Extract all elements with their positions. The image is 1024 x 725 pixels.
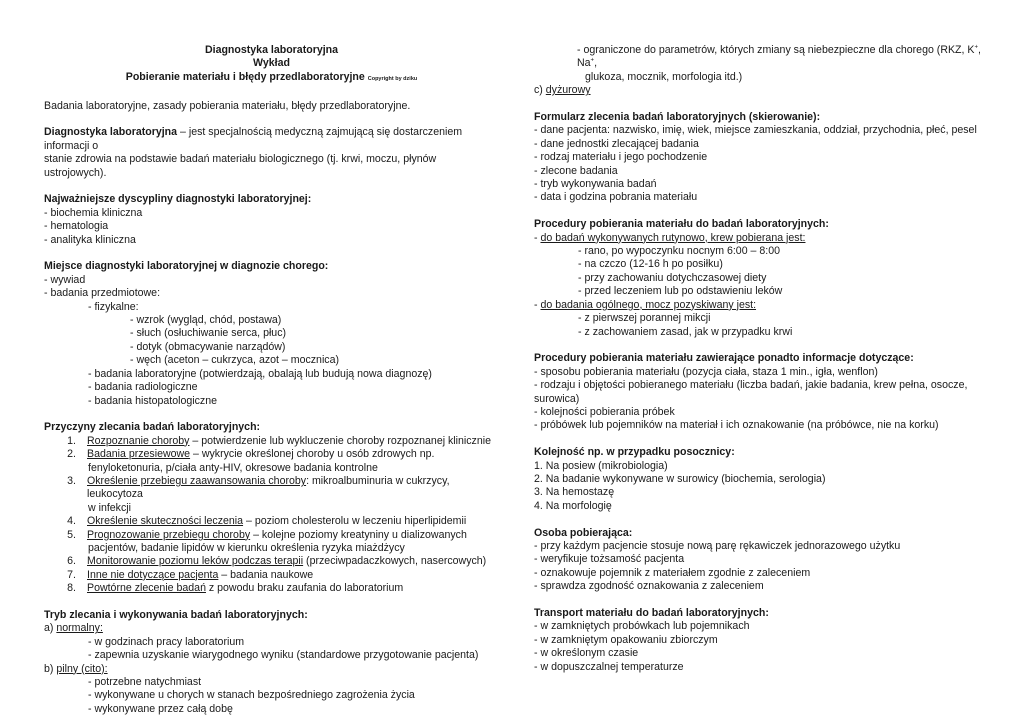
- list-item: - wywiad: [44, 273, 86, 286]
- procedures-heading: Procedury pobierania materiału do badań laboratoryjnych:: [534, 218, 829, 231]
- reason-continuation: pacjentów, badanie lipidów w kierunku określenia ryzyka miażdżycy: [88, 541, 405, 554]
- reason-rest: : mikroalbuminuria w cukrzycy, leukocytoza: [87, 474, 450, 501]
- reason-rest: z powodu braku zaufania do laboratorium: [205, 582, 404, 595]
- copyright-note: Copyright by dziku: [367, 75, 418, 82]
- list-item: - weryfikuje tożsamość pacjenta: [534, 553, 685, 566]
- doc-subtitle: Wykład: [253, 57, 290, 70]
- reason-text: [87, 448, 499, 461]
- form-heading: Formularz zlecenia badań laboratoryjnych (skierowanie):: [534, 111, 821, 124]
- definition: Diagnostyka laboratoryjna – jest specjalnością medyczną zajmującą się dostarczeniem informacji o: [44, 126, 463, 152]
- info-heading: Procedury pobierania materiału zawierające ponadto informacje dotyczące:: [534, 352, 914, 365]
- place-heading: Miejsce diagnostyki laboratoryjnej w diagnozie chorego:: [44, 260, 329, 273]
- list-item: - kolejności pobierania próbek: [534, 405, 675, 418]
- reasons-heading: Przyczyny zlecania badań laboratoryjnych:: [44, 421, 261, 434]
- list-item: - badania histopatologiczne: [88, 394, 217, 407]
- list-item: - badania przedmiotowe:: [44, 287, 161, 300]
- mode-normal: a) normalny:: [44, 622, 103, 635]
- list-item: 2. Na badanie wykonywane w surowicy (biochemia, serologia): [534, 472, 826, 485]
- reason-keyword: Rozpoznanie choroby: [87, 434, 190, 447]
- list-item: - biochemia kliniczna: [44, 206, 143, 219]
- list-item: - tryb wykonywania badań: [534, 178, 657, 191]
- right-column: [534, 44, 986, 674]
- proc-blood: - do badań wykonywanych rutynowo, krew pobierana jest:: [534, 231, 806, 244]
- reason-text: [87, 515, 499, 528]
- reason-item: [44, 529, 499, 542]
- list-item: - rodzaj materiału i jego pochodzenie: [534, 151, 708, 164]
- list-item: - dane jednostki zlecającej badania: [534, 137, 699, 150]
- reason-text: [87, 582, 499, 595]
- reason-text: [87, 569, 499, 582]
- list-item: - fizykalne:: [88, 300, 139, 313]
- list-item: - wykonywane u chorych w stanach bezpośredniego zagrożenia życia: [88, 689, 415, 702]
- list-item: - analityka kliniczna: [44, 233, 136, 246]
- list-item: - w godzinach pracy laboratorium: [88, 635, 245, 648]
- list-item: 1. Na posiew (mikrobiologia): [534, 459, 668, 472]
- reason-item: [44, 569, 499, 582]
- reason-continuation: fenyloketonuria, p/ciała anty-HIV, okresowe badania kontrolne: [88, 461, 378, 474]
- reason-rest: (przeciwpadaczkowych, nasercowych): [303, 555, 487, 568]
- reason-keyword: Badania przesiewowe: [87, 448, 191, 461]
- list-item: - rodzaju i objętości pobieranego materiału (liczba badań, jakie badania, krew pełna, osocze,: [534, 379, 968, 392]
- person-heading: Osoba pobierająca:: [534, 526, 633, 539]
- list-item: - słuch (osłuchiwanie serca, płuc): [130, 327, 287, 340]
- list-item: - dane pacjenta: nazwisko, imię, wiek, miejsce zamieszkania, oddział, przychodnia, płeć, pesel: [534, 124, 977, 137]
- reason-item: [44, 448, 499, 461]
- reason-rest: – poziom cholesterolu w leczeniu hiperlipidemii: [243, 515, 467, 528]
- reason-number: 3.: [67, 474, 76, 487]
- mode-duty: c) dyżurowy: [534, 84, 591, 97]
- reason-item: [44, 475, 499, 502]
- reason-number: 4.: [67, 515, 76, 528]
- list-item: - z zachowaniem zasad, jak w przypadku krwi: [578, 325, 793, 338]
- order-heading: Kolejność np. w przypadku posocznicy:: [534, 446, 735, 459]
- list-item: - węch (aceton – cukrzyca, azot – mocznica): [130, 354, 340, 367]
- list-item: - oznakowuje pojemnik z materiałem zgodnie z zaleceniem: [534, 566, 811, 579]
- reason-text: [87, 435, 499, 448]
- list-item: - zlecone badania: [534, 164, 618, 177]
- list-item: - z pierwszej porannej mikcji: [578, 312, 711, 325]
- list-item: - w zamkniętych probówkach lub pojemnikach: [534, 620, 750, 633]
- list-item: - sposobu pobierania materiału (pozycja ciała, staza 1 min., igła, wenflon): [534, 365, 878, 378]
- reason-keyword: Określenie skuteczności leczenia: [87, 515, 244, 528]
- reason-rest: – wykrycie określonej choroby u osób zdrowych np.: [190, 448, 435, 461]
- proc-urine: - do badania ogólnego, mocz pozyskiwany jest:: [534, 298, 757, 311]
- mode-urgent: b) pilny (cito):: [44, 662, 108, 675]
- reason-item: [44, 515, 499, 528]
- reason-keyword: Określenie przebiegu zaawansowania choroby: [87, 474, 307, 487]
- reason-continuation: w infekcji: [88, 501, 131, 514]
- list-item: - przy każdym pacjencie stosuje nową parę rękawiczek jednorazowego użytku: [534, 539, 901, 552]
- list-item: - hematologia: [44, 220, 109, 233]
- list-item: - rano, po wypoczynku nocnym 6:00 – 8:00: [578, 245, 780, 258]
- intro-line: Badania laboratoryjne, zasady pobierania materiału, błędy przedlaboratoryjne.: [44, 99, 411, 112]
- reason-text: [87, 529, 499, 542]
- list-item: - wzrok (wygląd, chód, postawa): [130, 314, 282, 327]
- list-item: surowica): [534, 392, 580, 405]
- list-item: - dotyk (obmacywanie narządów): [130, 340, 286, 353]
- list-item: - w określonym czasie: [534, 647, 639, 660]
- reason-keyword: Monitorowanie poziomu leków podczas terapii: [87, 555, 304, 568]
- doc-topic: Pobieranie materiału i błędy przedlaboratoryjne Copyright by dziku: [125, 70, 418, 83]
- cito-cont-line: - ograniczone do parametrów, których zmiany są niebezpieczne dla chorego (RKZ, K+, Na+,: [577, 44, 981, 70]
- reason-text: [87, 475, 499, 502]
- list-item: 3. Na hemostazę: [534, 486, 615, 499]
- list-item: - badania laboratoryjne (potwierdzają, obalają lub budują nowa diagnozę): [88, 367, 432, 380]
- mode-heading: Tryb zlecania i wykonywania badań laboratoryjnych:: [44, 608, 308, 621]
- list-item: - na czczo (12-16 h po posiłku): [578, 258, 723, 271]
- reason-keyword: Prognozowanie przebiegu choroby: [87, 528, 251, 541]
- list-item: - zapewnia uzyskanie wiarygodnego wyniku (standardowe przygotowanie pacjenta): [88, 649, 479, 662]
- reason-text: [87, 555, 499, 568]
- cito-cont-line2: glukoza, mocznik, morfologia itd.): [585, 70, 743, 83]
- reason-number: 8.: [67, 582, 76, 595]
- reason-rest: – kolejne poziomy kreatyniny u dializowanych: [250, 528, 467, 541]
- disciplines-heading: Najważniejsze dyscypliny diagnostyki laboratoryjnej:: [44, 193, 312, 206]
- reason-item: [44, 555, 499, 568]
- reason-keyword: Inne nie dotyczące pacjenta: [87, 568, 219, 581]
- reasons-list: [44, 435, 499, 596]
- reason-number: 2.: [67, 448, 76, 461]
- reason-number: 1.: [67, 434, 76, 447]
- list-item: - w dopuszczalnej temperaturze: [534, 660, 684, 673]
- reason-number: 5.: [67, 528, 76, 541]
- doc-title: Diagnostyka laboratoryjna: [204, 44, 339, 56]
- reason-rest: – badania naukowe: [218, 568, 314, 581]
- list-item: - wykonywane przez całą dobę: [88, 702, 233, 715]
- list-item: - przed leczeniem lub po odstawieniu leków: [578, 285, 783, 298]
- definition-cont: stanie zdrowia na podstawie badań materiału biologicznego (tj. krwi, moczu, płynów ustrojowych).: [44, 153, 437, 179]
- list-item: - próbówek lub pojemników na materiał i ich oznakowanie (na próbówce, nie na korku): [534, 419, 939, 432]
- reason-item: [44, 582, 499, 595]
- reason-keyword: Powtórne zlecenie badań: [87, 582, 206, 595]
- list-item: - data i godzina pobrania materiału: [534, 191, 698, 204]
- list-item: - sprawdza zgodność oznakowania z zaleceniem: [534, 580, 764, 593]
- list-item: 4. Na morfologię: [534, 499, 612, 512]
- list-item: - w zamkniętym opakowaniu zbiorczym: [534, 633, 718, 646]
- list-item: - badania radiologiczne: [88, 381, 198, 394]
- transport-heading: Transport materiału do badań laboratoryjnych:: [534, 606, 769, 619]
- left-column: [44, 44, 499, 716]
- reason-number: 7.: [67, 568, 76, 581]
- list-item: - potrzebne natychmiast: [88, 676, 202, 688]
- reason-number: 6.: [67, 555, 76, 568]
- reason-rest: – potwierdzenie lub wykluczenie choroby rozpoznanej klinicznie: [189, 434, 491, 447]
- reason-item: [44, 435, 499, 448]
- list-item: - przy zachowaniu dotychczasowej diety: [578, 271, 767, 284]
